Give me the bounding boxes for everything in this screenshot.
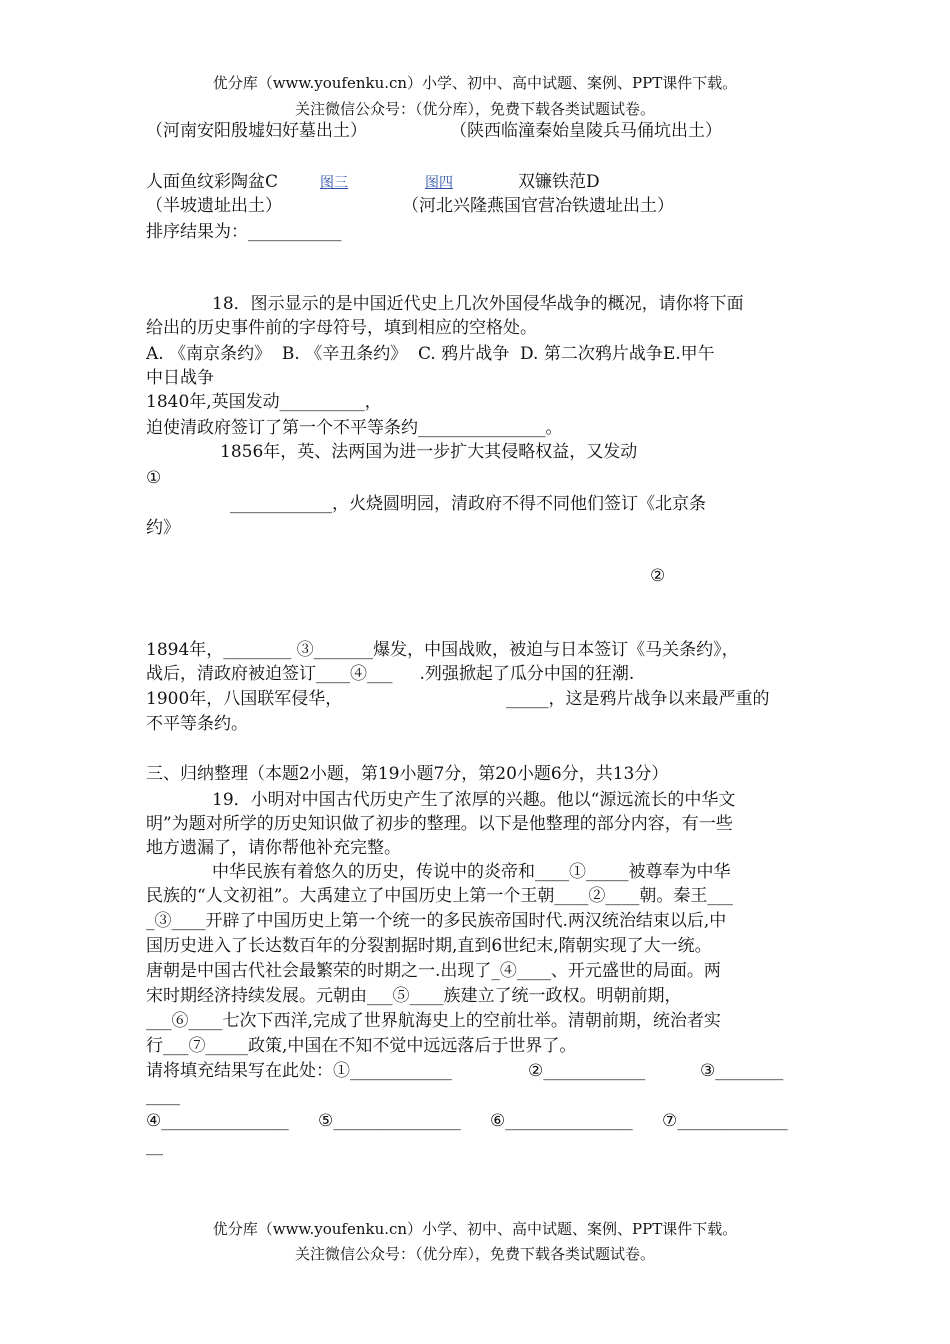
caption-xinglong: （河北兴隆燕国官营冶铁遗址出土） <box>402 196 674 216</box>
fill-answer-3-continued: ____ <box>146 1086 180 1106</box>
q19-para2-line-2: 民族的“人文初祖”。大禹建立了中国历史上第一个王朝____②____朝。秦王___ <box>146 886 733 906</box>
fill-answer-2: ②____________ <box>528 1061 646 1081</box>
q18-1900-line-2: 不平等条约。 <box>146 714 248 734</box>
q18-1856-line-2: ____________，火烧圆明园，清政府不得不同他们签订《北京条 <box>230 494 706 514</box>
fill-answer-7-continued: __ <box>146 1136 163 1156</box>
figure-3-link[interactable]: 图三 <box>320 175 348 191</box>
item-pottery-basin: 人面鱼纹彩陶盆C <box>146 172 279 192</box>
page-footer-line-2: 关注微信公众号：（优分库），免费下载各类试题试卷。 <box>294 1245 655 1263</box>
circle-marker-2: ② <box>650 566 666 586</box>
fill-answer-5: ⑤_______________ <box>318 1111 461 1131</box>
q18-options-line-2: 中日战争 <box>146 368 214 388</box>
circle-marker-1: ① <box>146 468 162 488</box>
caption-terracotta: （陕西临潼秦始皇陵兵马俑坑出土） <box>450 121 722 141</box>
q18-intro-line-2: 给出的历史事件前的字母符号，填到相应的空格处。 <box>146 318 537 338</box>
q19-para2-line-6: 宋时期经济持续发展。元朝由___⑤____族建立了统一政权。明朝前期， <box>146 986 682 1006</box>
section-3-title: 三、归纳整理（本题2小题，第19小题7分，第20小题6分，共13分） <box>146 764 669 784</box>
page-header-line-1: 优分库（www.youfenku.cn）小学、初中、高中试题、案例、PPT课件下载。 <box>212 74 738 92</box>
q19-para2-line-7: ___⑥____七次下西洋,完成了世界航海史上的空前壮举。清朝前期，统治者实 <box>146 1011 721 1031</box>
sort-result: 排序结果为：___________ <box>146 222 342 242</box>
caption-fuhao-tomb: （河南安阳殷墟妇好墓出土） <box>146 121 367 141</box>
q18-1900-line-1-right: _____，这是鸦片战争以来最严重的 <box>506 689 770 709</box>
q18-1856-line-3: 约》 <box>146 518 180 538</box>
page-footer-line-1: 优分库（www.youfenku.cn）小学、初中、高中试题、案例、PPT课件下载。 <box>212 1220 738 1238</box>
q19-para2-line-4: 国历史进入了长达数百年的分裂割据时期,直到6世纪末,隋朝实现了大一统。 <box>146 936 712 956</box>
q18-1856-line: 1856年，英、法两国为进一步扩大其侵略权益，又发动 <box>220 442 638 462</box>
q18-1840-line-1: 1840年,英国发动__________， <box>146 392 382 412</box>
q19-para2-line-5: 唐朝是中国古代社会最繁荣的时期之一.出现了_④____、开元盛世的局面。两 <box>146 961 721 981</box>
q19-para2-line-3: _③____开辟了中国历史上第一个统一的多民族帝国时代.两汉统治结束以后,中 <box>146 911 727 931</box>
q19-para1-line-3: 地方遗漏了，请你帮他补充完整。 <box>146 838 401 858</box>
caption-banpo: （半坡遗址出土） <box>146 196 282 216</box>
q18-1840-line-2: 迫使清政府签订了第一个不平等条约_______________。 <box>146 418 563 438</box>
q18-1900-line-1-left: 1900年，八国联军侵华， <box>146 689 343 709</box>
q18-intro-line-1: 18．图示显示的是中国近代史上几次外国侵华战争的概况，请你将下面 <box>212 294 744 314</box>
fill-answer-intro: 请将填充结果写在此处：①____________ <box>146 1061 452 1081</box>
q19-para1-line-2: 明”为题对所学的历史知识做了初步的整理。以下是他整理的部分内容，有一些 <box>146 814 733 834</box>
fill-answer-7: ⑦_____________ <box>662 1111 788 1131</box>
fill-answer-6: ⑥_______________ <box>490 1111 633 1131</box>
q18-1894-line-2: 战后，清政府被迫签订____④___ .列强掀起了瓜分中国的狂潮. <box>146 664 635 684</box>
figure-4-link[interactable]: 图四 <box>425 175 453 191</box>
q18-options-line-1: A. 《南京条约》 B. 《辛丑条约》 C. 鸦片战争 D. 第二次鸦片战争E.甲午 <box>146 344 715 364</box>
fill-answer-3: ③________ <box>700 1061 784 1081</box>
q19-para2-line-8: 行___⑦_____政策,中国在不知不觉中远远落后于世界了。 <box>146 1036 577 1056</box>
fill-answer-4: ④_______________ <box>146 1111 289 1131</box>
q18-1894-line-1: 1894年，________ ③_______爆发，中国战败，被迫与日本签订《马关条约》， <box>146 640 739 660</box>
q19-para2-line-1: 中华民族有着悠久的历史，传说中的炎帝和____①_____被尊奉为中华 <box>212 862 731 882</box>
page-header-line-2: 关注微信公众号：（优分库），免费下载各类试题试卷。 <box>294 100 655 118</box>
q19-para1-line-1: 19．小明对中国古代历史产生了浓厚的兴趣。他以“源远流长的中华文 <box>212 790 736 810</box>
item-iron-mold: 双镰铁范D <box>518 172 600 192</box>
